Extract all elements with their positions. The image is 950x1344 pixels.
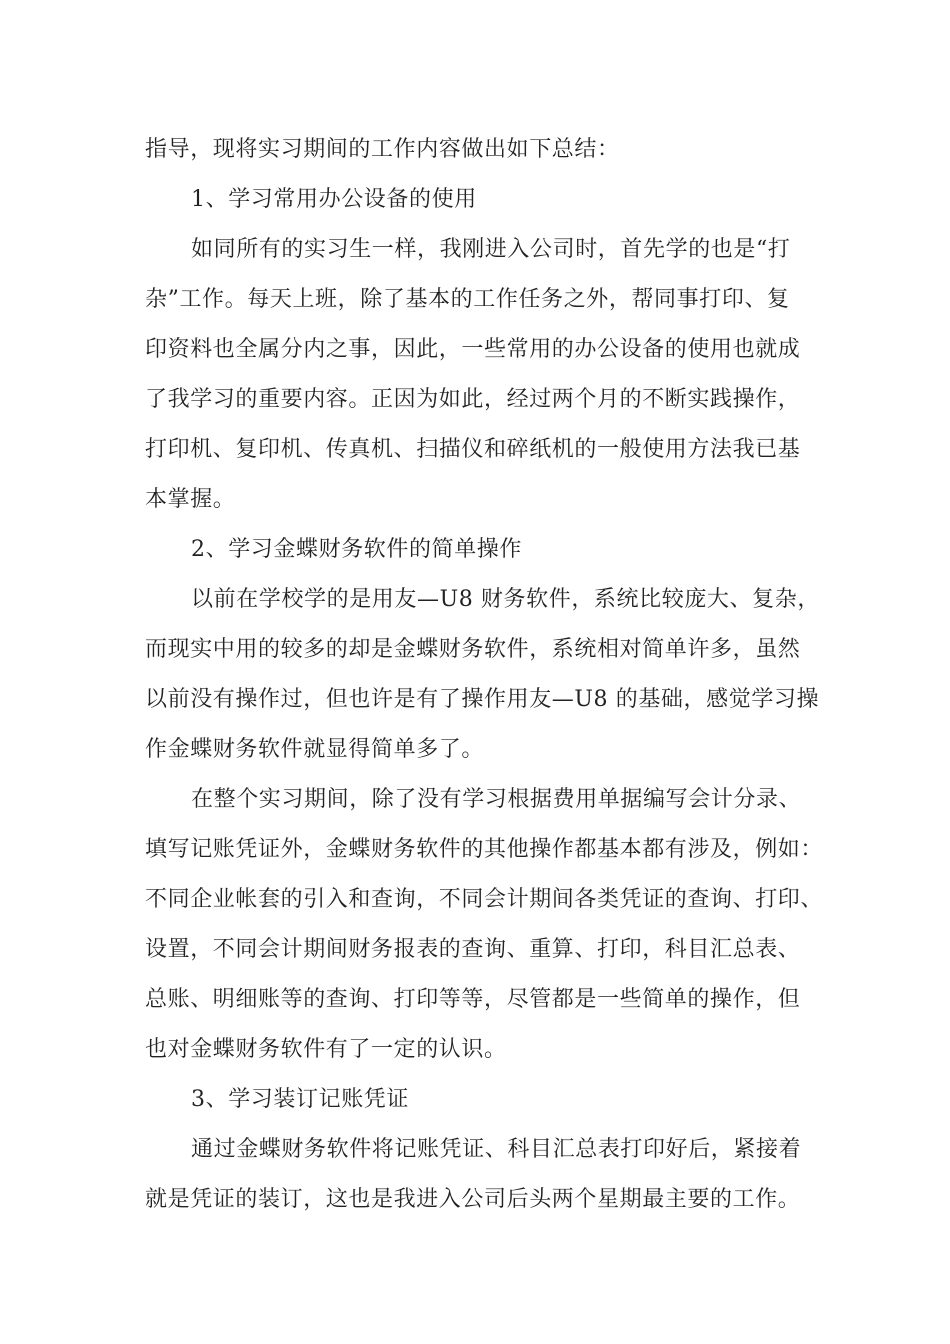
- text-line: 填写记账凭证外，金蝶财务软件的其他操作都基本都有涉及，例如：: [145, 837, 824, 862]
- text-line: 作金蝶财务软件就显得简单多了。: [145, 737, 485, 762]
- text-line: 以前没有操作过，但也许是有了操作用友—U8 的基础，感觉学习操: [145, 687, 820, 712]
- section-heading: 1、学习常用办公设备的使用: [191, 187, 477, 212]
- text-line: 就是凭证的装订，这也是我进入公司后头两个星期最主要的工作。: [145, 1187, 801, 1212]
- text-line: 不同企业帐套的引入和查询，不同会计期间各类凭证的查询、打印、: [145, 887, 824, 912]
- section-heading: 2、学习金蝶财务软件的简单操作: [191, 537, 522, 562]
- text-line: 也对金蝶财务软件有了一定的认识。: [145, 1037, 507, 1062]
- text-line: 印资料也全属分内之事，因此，一些常用的办公设备的使用也就成: [145, 337, 801, 362]
- text-line: 了我学习的重要内容。正因为如此，经过两个月的不断实践操作，: [145, 387, 801, 412]
- text-line: 杂”工作。每天上班，除了基本的工作任务之外，帮同事打印、复: [145, 287, 790, 312]
- text-line: 而现实中用的较多的却是金蝶财务软件，系统相对简单许多，虽然: [145, 637, 801, 662]
- paragraph-first-line: 在整个实习期间，除了没有学习根据费用单据编写会计分录、: [191, 787, 802, 812]
- paragraph-first-line: 通过金蝶财务软件将记账凭证、科目汇总表打印好后，紧接着: [191, 1137, 802, 1162]
- text-line: 总账、明细账等的查询、打印等等，尽管都是一些简单的操作，但: [145, 987, 801, 1012]
- text-line: 设置，不同会计期间财务报表的查询、重算、打印，科目汇总表、: [145, 937, 801, 962]
- text-line: 本掌握。: [145, 487, 236, 512]
- paragraph-first-line: 以前在学校学的是用友—U8 财务软件，系统比较庞大、复杂，: [191, 587, 820, 612]
- text-line: 打印机、复印机、传真机、扫描仪和碎纸机的一般使用方法我已基: [145, 437, 801, 462]
- section-heading: 3、学习装订记账凭证: [191, 1087, 409, 1112]
- paragraph-first-line: 如同所有的实习生一样，我刚进入公司时，首先学的也是“打: [191, 237, 791, 262]
- text-line: 指导，现将实习期间的工作内容做出如下总结：: [145, 137, 620, 162]
